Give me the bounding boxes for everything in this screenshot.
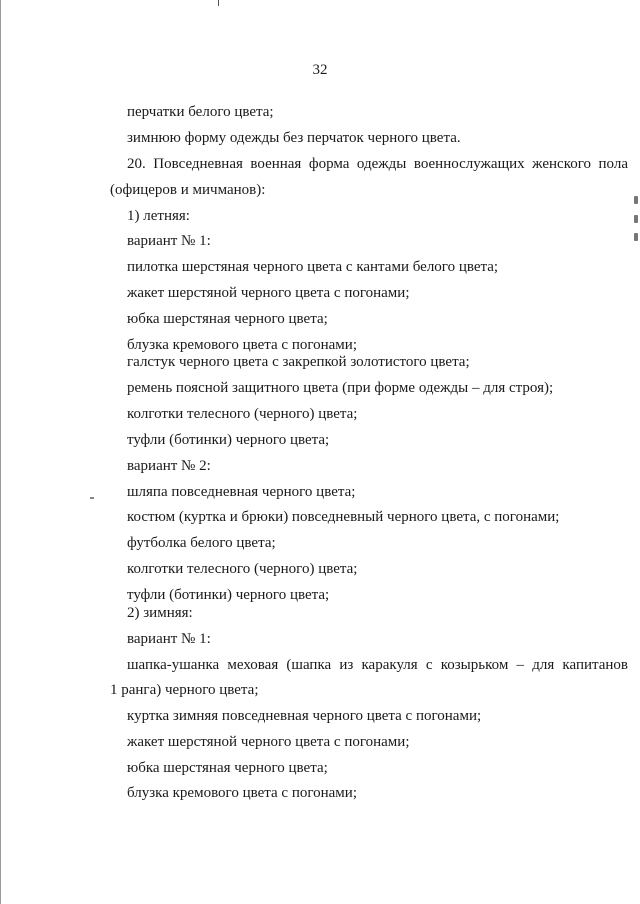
- scan-artifact: [0, 0, 1, 904]
- text-line: юбка шерстяная черного цвета;: [127, 760, 328, 776]
- text-line: футболка белого цвета;: [127, 535, 276, 551]
- text-line: туфли (ботинки) черного цвета;: [127, 432, 330, 448]
- text-line: колготки телесного (черного) цвета;: [127, 406, 358, 422]
- text-line: жакет шерстяной черного цвета с погонами;: [127, 285, 410, 301]
- text-line: галстук черного цвета с закрепкой золотистого цвета;: [127, 354, 470, 370]
- text-line: колготки телесного (черного) цвета;: [127, 561, 358, 577]
- scan-artifact: [634, 215, 638, 223]
- text-line: зимнюю форму одежды без перчаток черного цвета.: [127, 130, 461, 146]
- text-line: 1) летняя:: [127, 208, 190, 224]
- text-line: 2) зимняя:: [127, 605, 193, 621]
- text-line: вариант № 1:: [127, 631, 211, 647]
- page-number: 32: [312, 62, 328, 78]
- text-line: блузка кремового цвета с погонами;: [127, 337, 357, 353]
- text-line: вариант № 1:: [127, 233, 211, 249]
- text-line: жакет шерстяной черного цвета с погонами;: [127, 734, 410, 750]
- paragraph-line: 20. Повседневная военная форма одежды военнослужащих женского пола: [127, 156, 628, 172]
- text-line: пилотка шерстяная черного цвета с кантами белого цвета;: [127, 259, 499, 275]
- scan-artifact: [634, 196, 638, 204]
- text-line: перчатки белого цвета;: [127, 104, 274, 120]
- text-line: куртка зимняя повседневная черного цвета с погонами;: [127, 708, 482, 724]
- text-line: блузка кремового цвета с погонами;: [127, 785, 357, 801]
- paragraph-line: шапка-ушанка меховая (шапка из каракуля с козырьком – для капитанов: [127, 657, 628, 673]
- text-line: шляпа повседневная черного цвета;: [127, 484, 356, 500]
- paragraph-line: (офицеров и мичманов):: [110, 182, 266, 198]
- scan-artifact: [218, 0, 219, 6]
- paragraph-line: 1 ранга) черного цвета;: [110, 682, 259, 698]
- scan-artifact: [634, 233, 638, 241]
- text-line: туфли (ботинки) черного цвета;: [127, 587, 330, 603]
- scan-artifact: [90, 497, 94, 499]
- text-line: вариант № 2:: [127, 458, 211, 474]
- text-line: юбка шерстяная черного цвета;: [127, 311, 328, 327]
- text-line: костюм (куртка и брюки) повседневный черного цвета, с погонами;: [127, 509, 560, 525]
- text-line: ремень поясной защитного цвета (при форме одежды – для строя);: [127, 380, 554, 396]
